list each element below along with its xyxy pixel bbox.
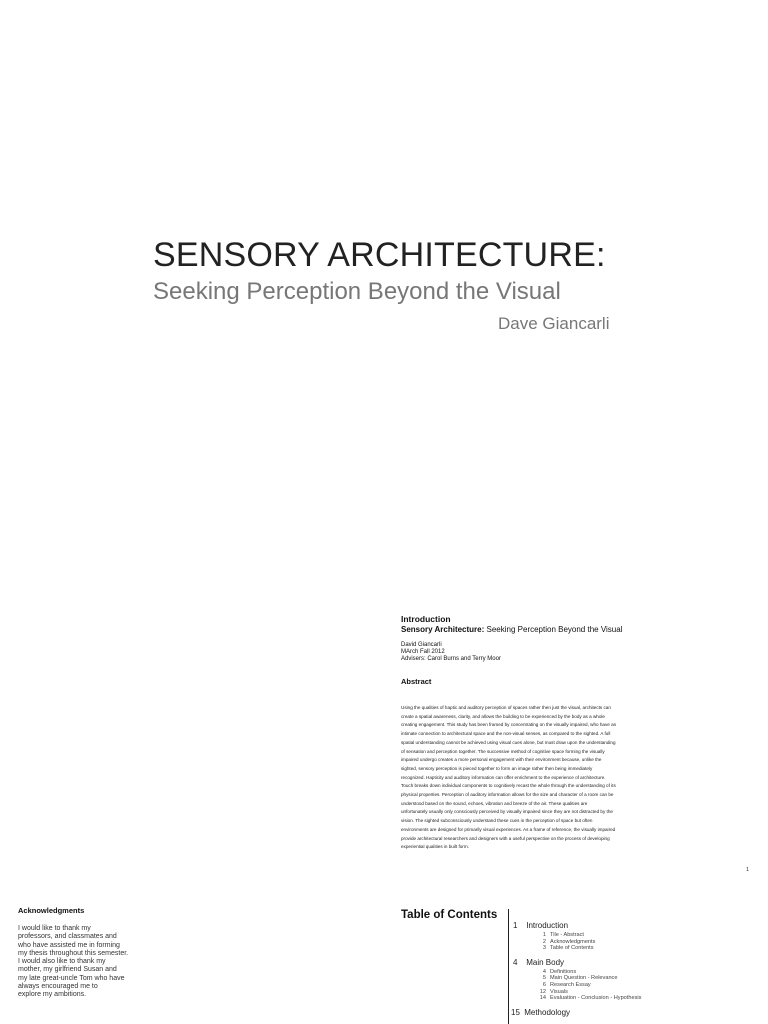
abstract-line: physical properties. Perception of auditory information allows for the size and character of a room can be [401, 792, 614, 798]
meta-advisers: Advisers: Carol Burns and Terry Moor [401, 656, 501, 662]
abstract-line: recognized. Hapticity and auditory information can offer enrichment to the experience of architecture. [401, 774, 606, 780]
abstract-line: spatial understanding cannot be achieved using visual cues alone, but must draw upon the understanding [401, 739, 616, 745]
acknowledgments-text [18, 925, 130, 1000]
toc-section-page-number: 1 [513, 921, 518, 930]
toc-section-heading [511, 1008, 761, 1017]
toc-item-page-number: 5 [542, 975, 546, 982]
toc-section-page-number: 15 [511, 1007, 520, 1017]
toc-item-page-number: 3 [542, 945, 546, 952]
abstract-line: creating engagement. This study has been framed by concentrating on the visually impaired, who have an [401, 722, 617, 728]
abstract-line: create a spatial awareness, clarity, and allows the building to be experienced by the body as a whole [401, 713, 605, 719]
toc-divider [508, 909, 509, 1024]
toc-item [511, 945, 761, 952]
toc-section-label: Main Body [524, 957, 565, 967]
abstract-line: Touch breaks down individual components to cognitively recast the whole through the understanding of its [401, 783, 616, 789]
toc-section-heading [511, 958, 761, 967]
toc-item-page-number: 14 [539, 995, 546, 1002]
author-meta [401, 642, 641, 663]
abstract-line: understood based on the sound, echoes, vibration and breeze of the air. These qualities are [401, 800, 588, 806]
abstract-line: of sensation and perception together. The successive method of cognitive space forming the visually [401, 748, 605, 754]
acknowledgments-line: always encouraged me to [18, 983, 98, 991]
toc-item [511, 975, 761, 982]
acknowledgments-line: I would like to thank my [18, 925, 91, 932]
acknowledgments-line: who have assisted me in forming [18, 941, 120, 949]
abstract-line: vision. The sighted subconsciously understand these cues in the perception of space but often [401, 818, 593, 824]
abstract-line: experiential qualities in built form. [401, 844, 469, 850]
page-number: 1 [746, 867, 750, 873]
acknowledgments-block [18, 906, 130, 1000]
abstract-line: impaired undergo creates a more personal engagement with their environment because, unlike the [401, 757, 602, 763]
author-name: Dave Giancarli [498, 314, 610, 333]
abstract-line: sighted, sensory perception is pieced together to form an image rather then being immediately [401, 765, 593, 771]
toc-item-page-number: 12 [539, 988, 546, 995]
toc-section-label: Introduction [524, 921, 569, 930]
abstract-line: provide architectural researchers and designers with a useful perspective on the process of developing [401, 835, 610, 841]
meta-author: David Giancarli [401, 642, 442, 648]
toc-item [511, 989, 761, 996]
introduction-subtitle [401, 625, 641, 634]
toc-section [511, 921, 761, 952]
toc-section-label: Methodology [522, 1007, 571, 1017]
acknowledgments-line: professors, and classmates and [18, 933, 117, 941]
acknowledgments-line: my late great-uncle Tom who have [18, 974, 125, 982]
toc-item [511, 995, 761, 1002]
toc-item [511, 982, 761, 989]
toc-item-label: Table of Contents [550, 945, 594, 952]
introduction-subtitle-rest: Seeking Perception Beyond the Visual [484, 625, 623, 634]
acknowledgments-line: mother, my girlfriend Susan and [18, 966, 117, 974]
toc-item-page-number: 4 [542, 968, 546, 975]
toc-item [511, 969, 761, 976]
toc-section [511, 1008, 761, 1017]
document-subtitle: Seeking Perception Beyond the Visual [153, 278, 561, 305]
abstract-line: unfortunately usually only consciously perceived by visually impaired since they are not distracted by the [401, 809, 613, 815]
toc-title: Table of Contents [401, 909, 498, 921]
toc-item-label: Visuals [550, 988, 568, 995]
toc-item-page-number: 1 [542, 932, 546, 938]
acknowledgments-line: explore my ambitions. [18, 991, 87, 999]
toc-item-label: Main Question - Relevance [550, 975, 618, 982]
toc-item-label: Tile - Abstract [550, 932, 584, 938]
toc-item-list [511, 932, 761, 952]
abstract-line: intimate connection to architectural space and the non-visual senses, as compared to the sighted. A full [401, 731, 611, 737]
toc-item-page-number: 6 [542, 981, 546, 988]
introduction-block [401, 614, 641, 852]
toc-item [511, 939, 761, 946]
toc-item-label: Acknowledgments [550, 938, 596, 945]
acknowledgments-heading: Acknowledgments [18, 906, 85, 915]
toc-section-heading [511, 921, 761, 930]
abstract-line: environments are designed for primarily visual experiences. As a frame of reference, the visually impaired [401, 826, 616, 832]
toc-item-label: Definitions [550, 968, 577, 975]
meta-program: MArch Fall 2012 [401, 649, 445, 655]
toc-section-page-number: 4 [513, 957, 518, 967]
abstract-line: Using the qualities of haptic and auditory perception of spaces rather then just the visual, architects can [401, 705, 611, 710]
acknowledgments-line: my thesis throughout this semester. [18, 949, 129, 957]
toc-item-label: Evaluation - Conclusion - Hypothesis [550, 995, 642, 1002]
introduction-heading: Introduction [401, 614, 451, 624]
introduction-subtitle-bold: Sensory Architecture: [401, 625, 485, 634]
document-title: SENSORY ARCHITECTURE: [153, 236, 606, 274]
toc-item-list [511, 969, 761, 1002]
toc-section [511, 958, 761, 1002]
abstract-heading: Abstract [401, 677, 432, 686]
toc-item-label: Research Essay [550, 981, 591, 988]
abstract-text [401, 704, 633, 852]
acknowledgments-line: I would also like to thank my [18, 958, 106, 966]
table-of-contents [511, 921, 761, 1023]
toc-item [511, 932, 761, 939]
toc-item-page-number: 2 [542, 938, 546, 945]
